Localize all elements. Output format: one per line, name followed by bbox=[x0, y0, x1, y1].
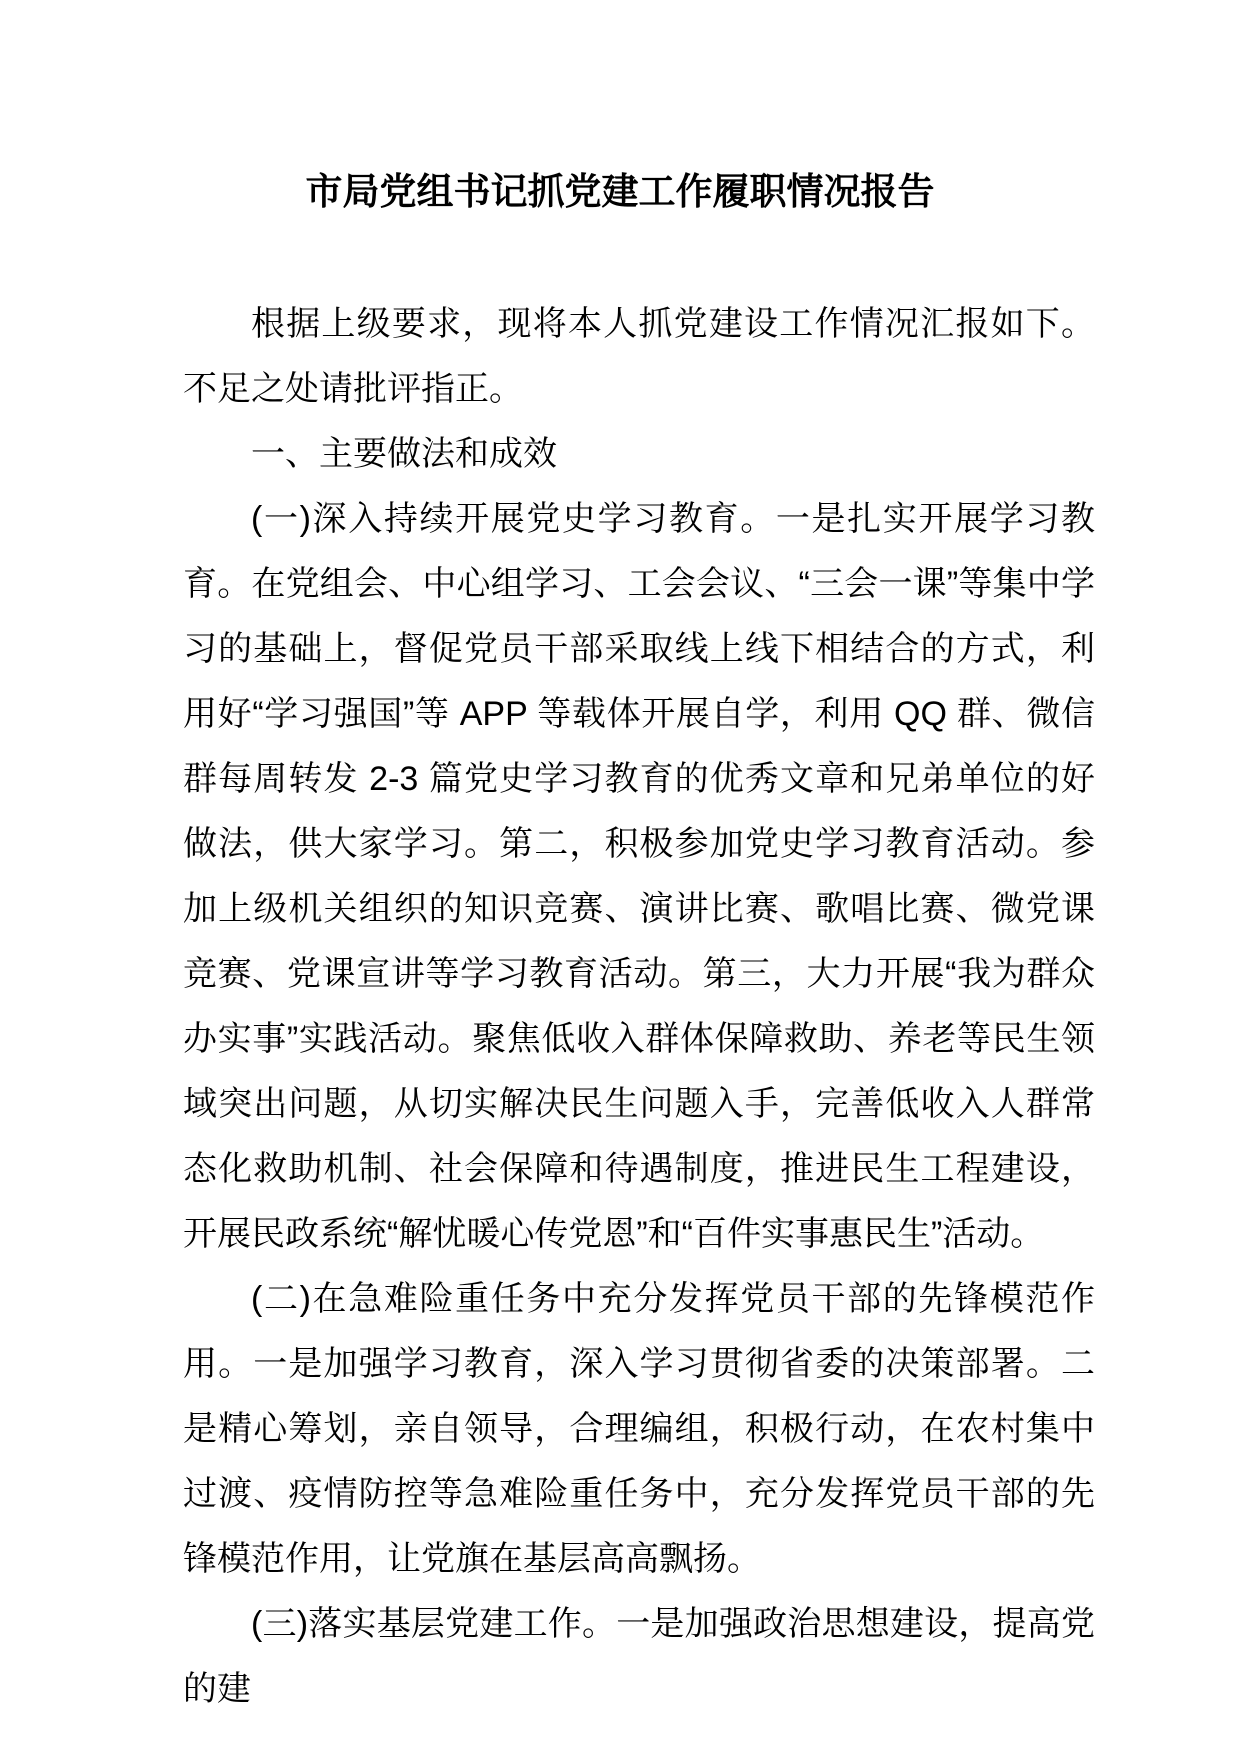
document-title: 市局党组书记抓党建工作履职情况报告 bbox=[305, 171, 935, 212]
paragraph-item-2: (二)在急难险重任务中充分发挥党员干部的先锋模范作用。一是加强学习教育，深入学习贯彻省委的决策部署。二是精心筹划，亲自领导，合理编组，积极行动，在农村集中过渡、疫情防控等急难险重任务中，充分发挥党员干部的先锋模范作用，让党旗在基层高高飘扬。 bbox=[183, 1280, 1095, 1578]
paragraph-item-1: (一)深入持续开展党史学习教育。一是扎实开展学习教育。在党组会、中心组学习、工会会议、“三会一课”等集中学习的基础上，督促党员干部采取线上线下相结合的方式，利用好“学习强国”等 APP 等载体开展自学，利用 QQ 群、微信群每周转发 2-3 篇党史学习教育的优秀文章和兄弟单位的好做法，供大家学习。第二，积极参加党史学习教育活动。参加上级机关组织的知识竞赛、演讲比赛、歌唱比赛、微党课竞赛、党课宣讲等学习教育活动。第三，大力开展“我为群众办实事”实践活动。聚焦低收入群体保障救助、养老等民生领域突出问题，从切实解决民生问题入手，完善低收入人群常态化救助机制、社会保障和待遇制度，推进民生工程建设，开展民政系统“解忧暖心传党恩”和“百件实事惠民生”活动。 bbox=[183, 500, 1095, 1253]
document-body bbox=[183, 292, 1095, 1722]
paragraph-item-3: (三)落实基层党建工作。一是加强政治思想建设，提高党的建 bbox=[183, 1605, 1095, 1708]
section-heading-1: 一、主要做法和成效 bbox=[251, 435, 557, 473]
paragraph-intro: 根据上级要求，现将本人抓党建设工作情况汇报如下。不足之处请批评指正。 bbox=[183, 305, 1095, 408]
